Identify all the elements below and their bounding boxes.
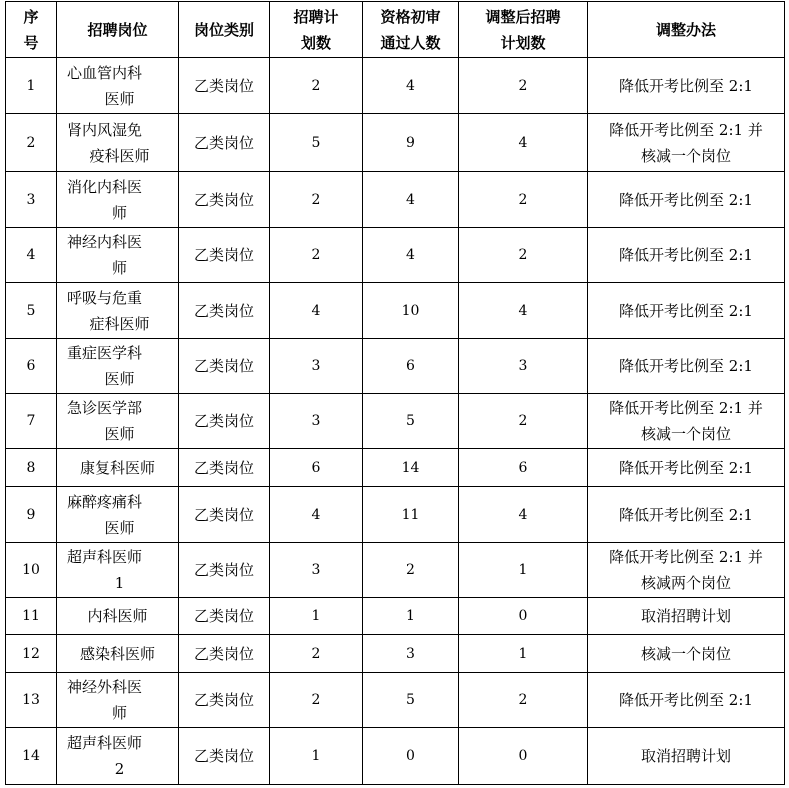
cell-method-line: 取消招聘计划 — [640, 747, 731, 765]
cell-passed: 14 — [363, 449, 459, 487]
cell-adjusted: 0 — [459, 598, 588, 635]
header-category: 岗位类别 — [179, 2, 270, 58]
header-adjusted-line: 计划数 — [500, 33, 546, 52]
cell-adjusted: 1 — [459, 635, 588, 673]
table-row — [6, 598, 785, 635]
cell-seq: 6 — [6, 339, 57, 394]
cell-post-line: 师 — [111, 259, 127, 277]
table-row — [6, 673, 785, 728]
table-row — [6, 283, 785, 339]
cell-post-line: 超声科医师 — [67, 548, 143, 566]
cell-adjusted: 4 — [459, 283, 588, 339]
cell-method — [588, 339, 785, 394]
cell-plan: 2 — [270, 172, 363, 228]
cell-category: 乙类岗位 — [179, 673, 270, 728]
table-row — [6, 172, 785, 228]
cell-passed: 5 — [363, 394, 459, 449]
table-row — [6, 635, 785, 673]
cell-adjusted: 6 — [459, 449, 588, 487]
header-plan-line: 划数 — [300, 33, 331, 52]
cell-method-line: 核减一个岗位 — [640, 644, 731, 663]
cell-method — [588, 673, 785, 728]
header-post: 招聘岗位 — [57, 2, 179, 58]
cell-adjusted: 2 — [459, 172, 588, 228]
cell-post-line: 消化内科医 — [67, 177, 143, 196]
cell-post — [57, 283, 179, 339]
cell-post — [57, 114, 179, 172]
cell-post-line: 超声科医师 — [67, 734, 143, 752]
cell-seq: 7 — [6, 394, 57, 449]
cell-post — [57, 728, 179, 785]
cell-adjusted: 2 — [459, 58, 588, 114]
table-row — [6, 114, 785, 172]
cell-passed: 0 — [363, 728, 459, 785]
cell-method-line: 降低开考比例至 2:1 — [619, 76, 753, 95]
cell-post-line: 呼吸与危重 — [67, 288, 143, 307]
cell-category: 乙类岗位 — [179, 728, 270, 785]
cell-category: 乙类岗位 — [179, 114, 270, 172]
cell-category: 乙类岗位 — [179, 283, 270, 339]
cell-method-line: 降低开考比例至 2:1 — [619, 301, 753, 320]
cell-category: 乙类岗位 — [179, 543, 270, 598]
cell-category: 乙类岗位 — [179, 58, 270, 114]
table-row — [6, 228, 785, 283]
cell-seq: 3 — [6, 172, 57, 228]
cell-passed: 4 — [363, 172, 459, 228]
cell-method — [588, 635, 785, 673]
cell-post — [57, 58, 179, 114]
cell-method-line: 降低开考比例至 2:1 并 — [609, 120, 763, 139]
cell-plan: 4 — [270, 487, 363, 543]
cell-method-line: 核减一个岗位 — [640, 425, 731, 443]
cell-post — [57, 543, 179, 598]
cell-passed: 11 — [363, 487, 459, 543]
table-body — [6, 58, 785, 785]
cell-post-line: 感染科医师 — [79, 644, 155, 663]
cell-category: 乙类岗位 — [179, 228, 270, 283]
cell-seq: 8 — [6, 449, 57, 487]
cell-method — [588, 598, 785, 635]
cell-method-line: 核减两个岗位 — [640, 574, 731, 592]
cell-method — [588, 228, 785, 283]
cell-method — [588, 487, 785, 543]
cell-post-line: 师 — [111, 203, 127, 222]
cell-post-line: 肾内风湿免 — [67, 120, 143, 139]
cell-category: 乙类岗位 — [179, 598, 270, 635]
cell-post-line: 医师 — [104, 518, 135, 537]
cell-post-line: 重症医学科 — [67, 344, 143, 362]
table-row — [6, 487, 785, 543]
cell-post-line: 神经外科医 — [67, 678, 143, 696]
cell-seq: 2 — [6, 114, 57, 172]
cell-post — [57, 228, 179, 283]
cell-passed: 1 — [363, 598, 459, 635]
cell-plan: 6 — [270, 449, 363, 487]
cell-plan: 3 — [270, 543, 363, 598]
cell-seq: 4 — [6, 228, 57, 283]
cell-post-line: 医师 — [104, 370, 135, 388]
header-adjusted-line: 调整后招聘 — [485, 7, 561, 26]
cell-adjusted: 1 — [459, 543, 588, 598]
cell-seq: 1 — [6, 58, 57, 114]
cell-method-line: 取消招聘计划 — [640, 607, 731, 625]
cell-post — [57, 449, 179, 487]
cell-plan: 5 — [270, 114, 363, 172]
header-method: 调整办法 — [588, 2, 785, 58]
cell-plan: 3 — [270, 394, 363, 449]
table-row — [6, 728, 785, 785]
cell-method — [588, 449, 785, 487]
cell-category: 乙类岗位 — [179, 339, 270, 394]
table-row — [6, 543, 785, 598]
cell-method-line: 降低开考比例至 2:1 — [619, 691, 753, 709]
cell-passed: 9 — [363, 114, 459, 172]
cell-method-line: 降低开考比例至 2:1 — [619, 190, 753, 209]
adjustment-table — [5, 1, 785, 785]
cell-seq: 11 — [6, 598, 57, 635]
cell-passed: 5 — [363, 673, 459, 728]
cell-method-line: 降低开考比例至 2:1 — [619, 246, 753, 264]
cell-post — [57, 598, 179, 635]
cell-plan: 2 — [270, 228, 363, 283]
cell-plan: 2 — [270, 635, 363, 673]
cell-method — [588, 543, 785, 598]
cell-method-line: 降低开考比例至 2:1 — [619, 505, 753, 524]
table-row — [6, 449, 785, 487]
header-seq — [6, 2, 57, 58]
cell-adjusted: 2 — [459, 228, 588, 283]
cell-method-line: 降低开考比例至 2:1 — [619, 458, 753, 477]
cell-post — [57, 635, 179, 673]
cell-category: 乙类岗位 — [179, 449, 270, 487]
header-plan — [270, 2, 363, 58]
cell-plan: 4 — [270, 283, 363, 339]
cell-passed: 10 — [363, 283, 459, 339]
cell-adjusted: 2 — [459, 673, 588, 728]
cell-post — [57, 172, 179, 228]
cell-method-line: 降低开考比例至 2:1 — [619, 357, 753, 375]
cell-post-line: 医师 — [104, 425, 135, 443]
cell-post-line: 医师 — [104, 89, 135, 108]
cell-method — [588, 394, 785, 449]
cell-adjusted: 4 — [459, 487, 588, 543]
cell-post-line: 麻醉疼痛科 — [67, 492, 143, 511]
cell-passed: 4 — [363, 228, 459, 283]
cell-method — [588, 728, 785, 785]
cell-plan: 1 — [270, 598, 363, 635]
cell-post — [57, 394, 179, 449]
cell-adjusted: 4 — [459, 114, 588, 172]
header-row — [6, 2, 785, 58]
header-adjusted — [459, 2, 588, 58]
header-seq-line: 序 — [23, 7, 39, 26]
cell-seq: 10 — [6, 543, 57, 598]
cell-post-line: 症科医师 — [89, 314, 150, 333]
table-row — [6, 339, 785, 394]
header-passed-line: 通过人数 — [380, 33, 441, 52]
cell-seq: 9 — [6, 487, 57, 543]
cell-plan: 2 — [270, 58, 363, 114]
header-passed — [363, 2, 459, 58]
header-seq-line: 号 — [23, 33, 39, 52]
cell-category: 乙类岗位 — [179, 172, 270, 228]
cell-seq: 5 — [6, 283, 57, 339]
header-passed-line: 资格初审 — [380, 7, 441, 26]
cell-passed: 4 — [363, 58, 459, 114]
cell-category: 乙类岗位 — [179, 394, 270, 449]
table-row — [6, 394, 785, 449]
cell-method — [588, 172, 785, 228]
header-plan-line: 招聘计 — [293, 7, 339, 26]
cell-adjusted: 3 — [459, 339, 588, 394]
cell-method-line: 核减一个岗位 — [640, 146, 731, 165]
cell-adjusted: 2 — [459, 394, 588, 449]
cell-post-line: 神经内科医 — [67, 233, 143, 251]
table-row — [6, 58, 785, 114]
cell-passed: 2 — [363, 543, 459, 598]
cell-post-line: 心血管内科 — [67, 63, 143, 82]
cell-plan: 2 — [270, 673, 363, 728]
cell-seq: 14 — [6, 728, 57, 785]
cell-category: 乙类岗位 — [179, 635, 270, 673]
cell-post — [57, 339, 179, 394]
cell-post-line: 1 — [114, 574, 125, 592]
cell-method-line: 降低开考比例至 2:1 并 — [609, 399, 763, 417]
cell-method — [588, 283, 785, 339]
cell-post-line: 急诊医学部 — [67, 399, 143, 417]
cell-plan: 1 — [270, 728, 363, 785]
cell-passed: 3 — [363, 635, 459, 673]
cell-post-line: 师 — [111, 704, 127, 722]
cell-post-line: 康复科医师 — [79, 458, 155, 477]
cell-post — [57, 673, 179, 728]
cell-plan: 3 — [270, 339, 363, 394]
cell-method — [588, 58, 785, 114]
cell-method — [588, 114, 785, 172]
cell-post-line: 内科医师 — [87, 607, 148, 625]
cell-passed: 6 — [363, 339, 459, 394]
cell-adjusted: 0 — [459, 728, 588, 785]
cell-post-line: 2 — [114, 760, 125, 778]
cell-seq: 12 — [6, 635, 57, 673]
cell-post — [57, 487, 179, 543]
cell-seq: 13 — [6, 673, 57, 728]
cell-category: 乙类岗位 — [179, 487, 270, 543]
cell-post-line: 疫科医师 — [89, 146, 150, 165]
cell-method-line: 降低开考比例至 2:1 并 — [609, 548, 763, 566]
